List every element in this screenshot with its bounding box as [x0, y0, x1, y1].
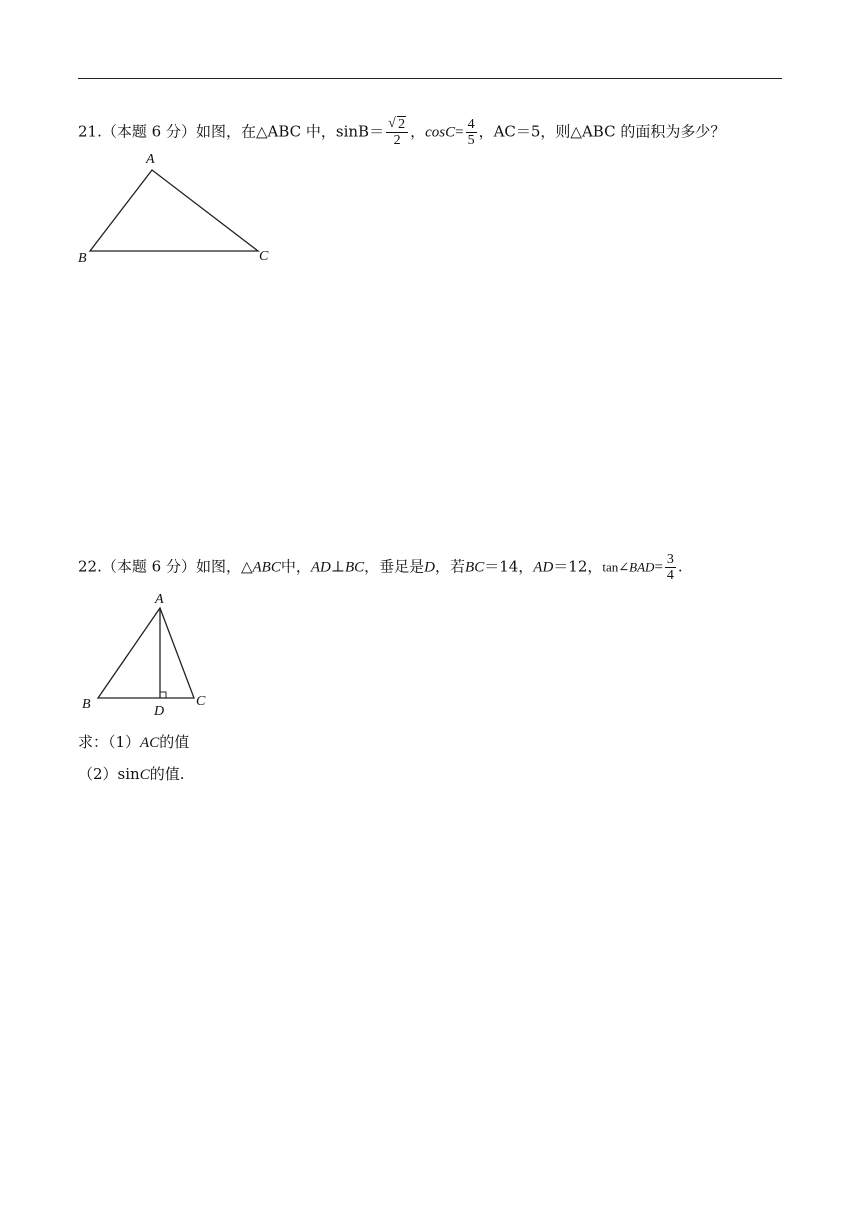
segment-bc: BC [344, 559, 365, 576]
radical-icon: √ [388, 116, 396, 131]
tan-label: tan∠ [602, 559, 630, 575]
question-21-comma: ， [410, 122, 426, 141]
sinB-fraction: √ 2 2 [386, 117, 408, 148]
question-22-part-1: 求：（1）AC的值 [78, 733, 190, 751]
tan-equals: = [654, 559, 663, 576]
question-21-points: （本题 6 分） [101, 122, 196, 141]
question-22-points: （本题 6 分） [101, 557, 196, 576]
question-22-text-1: 如图，△ [195, 557, 253, 576]
question-21-text-a: 如图，在△ABC 中，sinB＝ [195, 122, 385, 141]
perpendicular-symbol: ⊥ [330, 557, 345, 576]
cosC-equals: = [455, 124, 464, 141]
triangle-name: ABC [252, 559, 281, 576]
question-21-number: 21 [78, 122, 98, 141]
triangle-abc-figure-22 [72, 588, 222, 718]
right-angle-mark [160, 692, 166, 698]
question-22-end: . [677, 557, 683, 576]
question-22-text-6: ＝12， [553, 557, 603, 576]
question-22-part-2: （2）sinC的值. [78, 765, 185, 783]
label-c: C [259, 249, 269, 264]
question-22-text-5: ＝14， [484, 557, 534, 576]
label-b-22: B [82, 697, 91, 712]
label-c-22: C [196, 694, 206, 709]
question-21-separator: . [97, 122, 102, 141]
segment-ad-2: AD [533, 559, 554, 576]
triangle-abc-figure-21 [72, 148, 282, 270]
foot-d: D [424, 559, 436, 576]
segment-ad: AD [310, 559, 331, 576]
header-rule [78, 78, 782, 79]
question-21-stem [78, 117, 725, 148]
label-a-22: A [155, 592, 164, 607]
label-b: B [78, 251, 87, 266]
question-22-text-2: 中， [280, 557, 311, 576]
label-a: A [146, 152, 155, 167]
question-21-text-b: ，AC＝5，则△ABC 的面积为多少？ [478, 122, 726, 141]
question-22-separator: . [97, 557, 102, 576]
cosC-label: cosC [425, 124, 456, 141]
triangle-abc-outline-22 [98, 608, 194, 698]
cosC-fraction: $\frac{4}{5}$ [467, 117, 475, 148]
question-22-text-4: ，若 [435, 557, 466, 576]
question-22-text-3: ，垂足是 [364, 557, 425, 576]
segment-bc-2: BC [465, 559, 485, 576]
question-22-number: 22 [78, 557, 98, 576]
tan-fraction: $\frac{3}{4}$ [666, 552, 674, 583]
label-d-22: D [154, 704, 165, 718]
tan-angle: BAD [629, 559, 655, 575]
question-22-stem [78, 552, 683, 583]
sqrt-expression: √ 2 [388, 116, 406, 132]
triangle-abc-outline [90, 170, 258, 251]
